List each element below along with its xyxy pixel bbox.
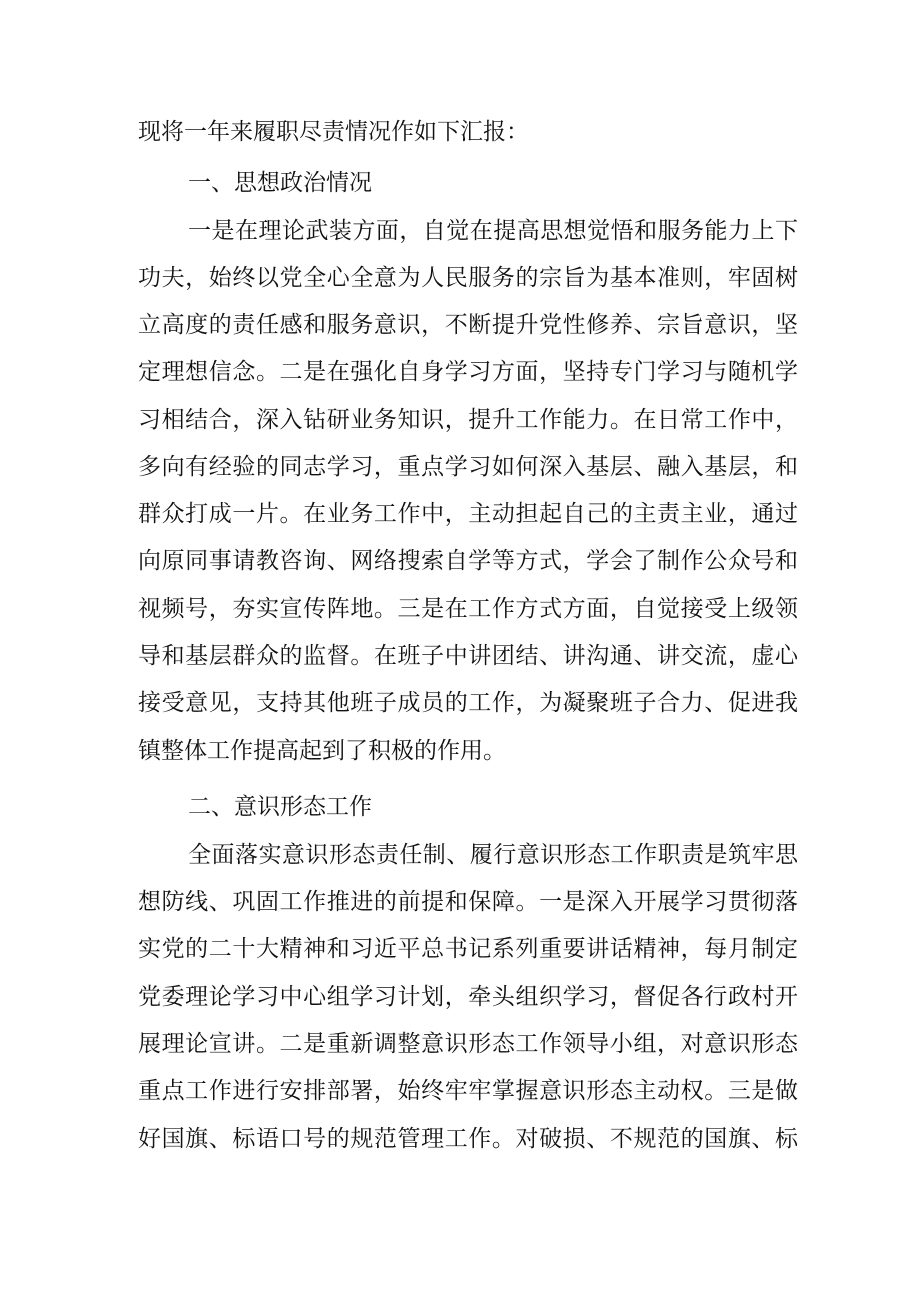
paragraph-line: 导和基层群众的监督。在班子中讲团结、讲沟通、讲交流，虚心 [138, 643, 798, 669]
intro-line: 现将一年来履职尽责情况作如下汇报： [138, 119, 529, 145]
section-heading-1: 一、思想政治情况 [188, 170, 372, 196]
paragraph-line: 定理想信念。二是在强化自身学习方面，坚持专门学习与随机学 [138, 359, 798, 385]
paragraph-line: 想防线、巩固工作推进的前提和保障。一是深入开展学习贯彻落 [138, 889, 798, 915]
paragraph-line: 功夫，始终以党全心全意为人民服务的宗旨为基本准则，牢固树 [138, 265, 798, 291]
paragraph-line: 接受意见，支持其他班子成员的工作，为凝聚班子合力、促进我 [138, 690, 798, 716]
paragraph-line: 好国旗、标语口号的规范管理工作。对破损、不规范的国旗、标 [138, 1126, 798, 1152]
paragraph-line: 重点工作进行安排部署，始终牢牢掌握意识形态主动权。三是做 [138, 1078, 798, 1104]
paragraph-line: 群众打成一片。在业务工作中，主动担起自己的主责主业，通过 [138, 501, 798, 527]
paragraph-line: 视频号，夯实宣传阵地。三是在工作方式方面，自觉接受上级领 [138, 596, 798, 622]
paragraph-line: 立高度的责任感和服务意识，不断提升党性修养、宗旨意识，坚 [138, 312, 798, 338]
paragraph-line: 一是在理论武装方面，自觉在提高思想觉悟和服务能力上下 [188, 218, 798, 244]
paragraph-line: 多向有经验的同志学习，重点学习如何深入基层、融入基层，和 [138, 454, 798, 480]
paragraph-line: 全面落实意识形态责任制、履行意识形态工作职责是筑牢思 [188, 842, 798, 868]
paragraph-line: 党委理论学习中心组学习计划，牵头组织学习，督促各行政村开 [138, 984, 798, 1010]
paragraph-line: 展理论宣讲。二是重新调整意识形态工作领导小组，对意识形态 [138, 1031, 798, 1057]
paragraph-line: 习相结合，深入钻研业务知识，提升工作能力。在日常工作中， [138, 407, 798, 433]
paragraph-line: 镇整体工作提高起到了积极的作用。 [138, 738, 506, 764]
paragraph-line: 向原同事请教咨询、网络搜索自学等方式，学会了制作公众号和 [138, 548, 798, 574]
paragraph-line: 实党的二十大精神和习近平总书记系列重要讲话精神，每月制定 [138, 936, 798, 962]
section-heading-2: 二、意识形态工作 [188, 794, 372, 820]
